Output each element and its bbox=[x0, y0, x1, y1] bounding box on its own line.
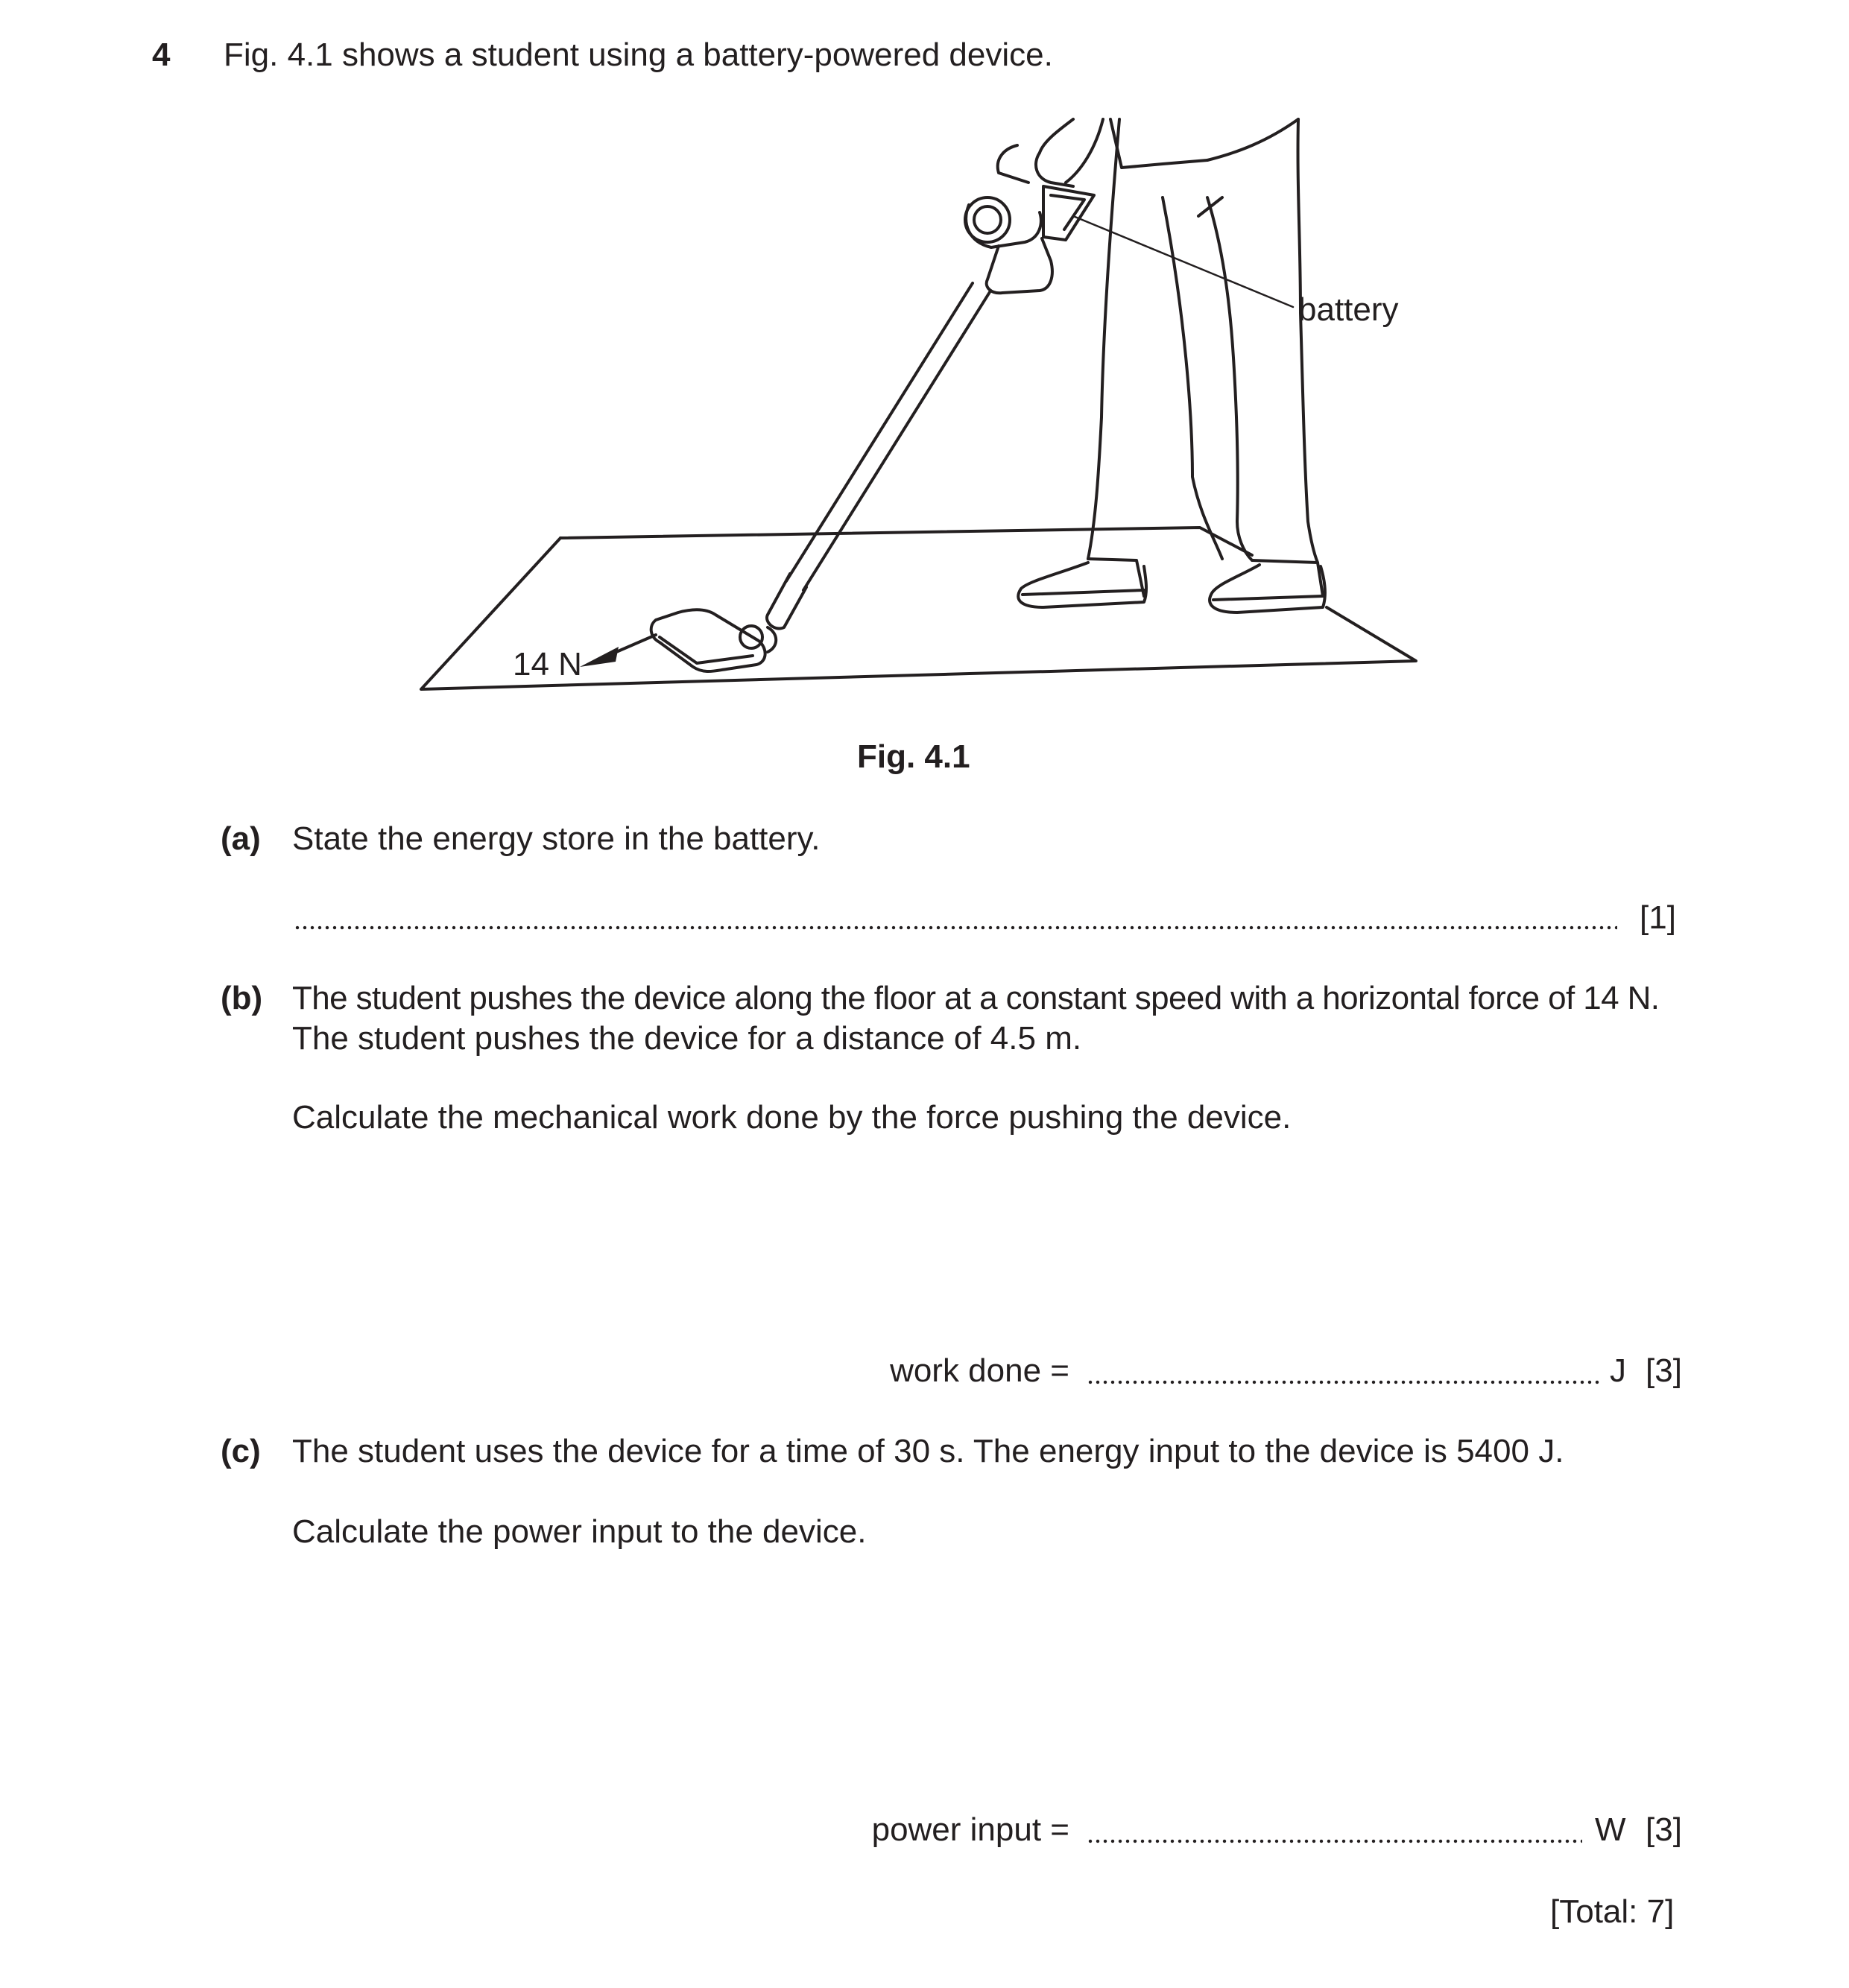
figure-caption: Fig. 4.1 bbox=[857, 738, 970, 775]
part-b-instruction: Calculate the mechanical work done by the force pushing the device. bbox=[292, 1099, 1292, 1136]
device-body bbox=[998, 145, 1028, 183]
part-c-label: (c) bbox=[221, 1433, 261, 1469]
part-a-marks: [1] bbox=[1640, 899, 1676, 936]
part-b-line1: The student pushes the device along the floor at a constant speed with a horizontal force of 14 N. bbox=[292, 980, 1660, 1016]
floor-mat bbox=[560, 528, 1252, 555]
power-input-answer-line[interactable] bbox=[1087, 1837, 1582, 1845]
part-a-text: State the energy store in the battery. bbox=[292, 820, 821, 857]
question-intro: Fig. 4.1 shows a student using a battery-powered device. bbox=[224, 37, 1053, 73]
part-b-marks: [3] bbox=[1646, 1352, 1682, 1389]
force-label: 14 N bbox=[513, 646, 582, 683]
force-arrowhead bbox=[580, 647, 619, 667]
right-shoe bbox=[1210, 565, 1325, 612]
part-a-answer-line[interactable] bbox=[294, 924, 1617, 931]
battery-label: battery bbox=[1298, 291, 1399, 328]
part-a-label: (a) bbox=[221, 820, 261, 857]
student-arm bbox=[1040, 119, 1073, 153]
power-input-unit: W bbox=[1595, 1811, 1626, 1848]
part-c-marks: [3] bbox=[1646, 1811, 1682, 1848]
part-c-instruction: Calculate the power input to the device. bbox=[292, 1513, 867, 1550]
figure-illustration bbox=[0, 0, 1849, 745]
part-b-label: (b) bbox=[221, 980, 263, 1016]
force-arrow bbox=[611, 635, 656, 654]
student-legs bbox=[1088, 119, 1119, 559]
power-input-label: power input = bbox=[871, 1811, 1069, 1848]
left-shoe bbox=[1018, 563, 1146, 607]
total-marks: [Total: 7] bbox=[1550, 1893, 1675, 1930]
work-done-unit: J bbox=[1610, 1352, 1626, 1389]
question-number: 4 bbox=[152, 37, 171, 73]
work-done-answer-line[interactable] bbox=[1087, 1378, 1601, 1386]
part-c-line1: The student uses the device for a time of 30 s. The energy input to the device is 5400 J. bbox=[292, 1433, 1564, 1469]
work-done-label: work done = bbox=[890, 1352, 1069, 1389]
part-b-line2: The student pushes the device for a distance of 4.5 m. bbox=[292, 1020, 1082, 1057]
device-tube bbox=[786, 283, 973, 581]
